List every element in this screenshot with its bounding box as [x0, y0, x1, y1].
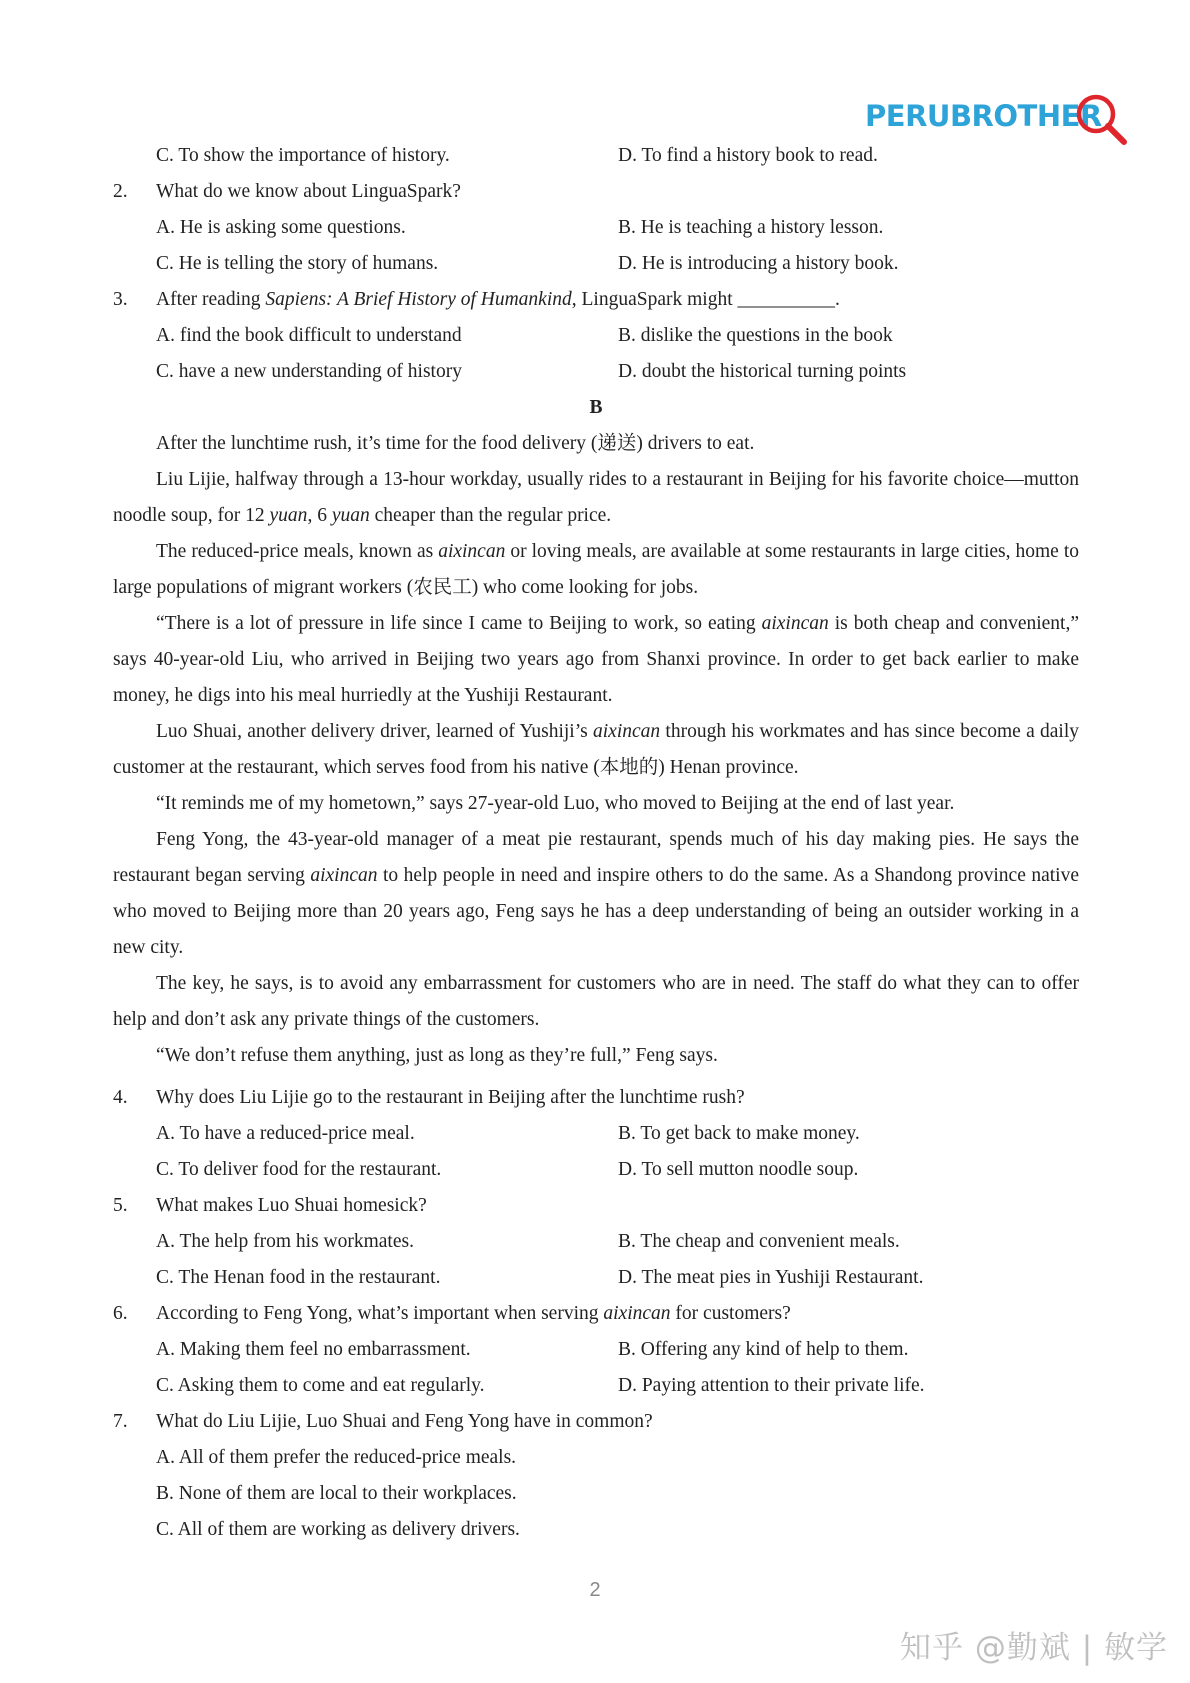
q7-option-a: A. All of them prefer the reduced-price meals. — [156, 1447, 517, 1468]
q5-options-row-ab — [113, 1224, 1079, 1260]
q3-option-b: B. dislike the questions in the book — [618, 325, 893, 346]
q6-option-d: D. Paying attention to their private life. — [618, 1375, 925, 1396]
q4-text: Why does Liu Lijie go to the restaurant in Beijing after the lunchtime rush? — [156, 1087, 745, 1108]
section-heading: B — [589, 397, 603, 418]
q1-option-c: C. To show the importance of history. — [156, 145, 450, 166]
passage-paragraph-6: “It reminds me of my hometown,” says 27-year-old Luo, who moved to Beijing at the end of last year. — [156, 793, 955, 814]
q4-option-a: A. To have a reduced-price meal. — [156, 1123, 415, 1144]
q7-stem — [113, 1404, 1079, 1440]
q3-number: 3. — [113, 289, 128, 310]
q5-options-row-cd — [113, 1260, 1079, 1296]
q2-option-c: C. He is telling the story of humans. — [156, 253, 439, 274]
passage-paragraph-7: Feng Yong, the 43-year-old manager of a meat pie restaurant, spends much of his day making pies. He says the restaurant began serving aixincan to help people in need and inspire others to do the same. As a Shandong province native who moved to Beijing more than 20 years ago, Feng says he has a deep understanding of being an outsider working in a new city. — [113, 829, 1079, 958]
passage-paragraph-1: After the lunchtime rush, it’s time for the food delivery (递送) drivers to eat. — [156, 433, 755, 454]
q4-options-row-cd — [113, 1152, 1079, 1188]
q2-options-row-ab — [113, 210, 1079, 246]
q3-options-row-ab — [113, 318, 1079, 354]
q5-option-b: B. The cheap and convenient meals. — [618, 1231, 900, 1252]
q6-number: 6. — [113, 1303, 128, 1324]
q4-option-b: B. To get back to make money. — [618, 1123, 860, 1144]
magnifier-icon — [1074, 92, 1122, 140]
q7-option-b: B. None of them are local to their workplaces. — [156, 1483, 517, 1504]
q2-option-b: B. He is teaching a history lesson. — [618, 217, 884, 238]
q5-stem — [113, 1188, 1079, 1224]
q5-option-c: C. The Henan food in the restaurant. — [156, 1267, 441, 1288]
q3-options-row-cd — [113, 354, 1079, 390]
q6-option-a: A. Making them feel no embarrassment. — [156, 1339, 471, 1360]
brand-logo — [865, 92, 1122, 140]
q4-option-d: D. To sell mutton noodle soup. — [618, 1159, 859, 1180]
q6-option-c: C. Asking them to come and eat regularly. — [156, 1375, 485, 1396]
book-title: Sapiens: A Brief History of Humankind — [265, 289, 572, 310]
q2-number: 2. — [113, 181, 128, 202]
q2-stem — [113, 174, 1079, 210]
q5-text: What makes Luo Shuai homesick? — [156, 1195, 427, 1216]
brand-logo-text: PERUBROTHER — [865, 99, 1102, 133]
q4-number: 4. — [113, 1087, 128, 1108]
passage-paragraph-5: Luo Shuai, another delivery driver, learned of Yushiji’s aixincan through his workmates and has since become a daily customer at the restaurant, which serves food from his native (本地的) Henan province. — [113, 721, 1079, 778]
q5-option-d: D. The meat pies in Yushiji Restaurant. — [618, 1267, 924, 1288]
q7-option-c: C. All of them are working as delivery drivers. — [156, 1519, 520, 1540]
q2-option-d: D. He is introducing a history book. — [618, 253, 899, 274]
passage-paragraph-3: The reduced-price meals, known as aixincan or loving meals, are available at some restaurants in large cities, home to large populations of migrant workers (农民工) who come looking for jobs. — [113, 541, 1079, 598]
q2-text: What do we know about LinguaSpark? — [156, 181, 461, 202]
q2-option-a: A. He is asking some questions. — [156, 217, 406, 238]
q5-option-a: A. The help from his workmates. — [156, 1231, 414, 1252]
q4-option-c: C. To deliver food for the restaurant. — [156, 1159, 442, 1180]
q4-options-row-ab — [113, 1116, 1079, 1152]
q7-text: What do Liu Lijie, Luo Shuai and Feng Yong have in common? — [156, 1411, 653, 1432]
q3-text: After reading Sapiens: A Brief History of Humankind, LinguaSpark might __________. — [156, 289, 840, 310]
q6-text: According to Feng Yong, what’s important when serving aixincan for customers? — [156, 1303, 791, 1324]
q3-option-c: C. have a new understanding of history — [156, 361, 462, 382]
page-number: 2 — [589, 1579, 601, 1601]
q7-number: 7. — [113, 1411, 128, 1432]
passage-paragraph-4: “There is a lot of pressure in life since I came to Beijing to work, so eating aixincan is both cheap and convenient,” says 40-year-old Liu, who arrived in Beijing two years ago from Shanxi province. In order to get back earlier to make money, he digs into his meal hurriedly at the Yushiji Restaurant. — [113, 613, 1079, 706]
q3-option-d: D. doubt the historical turning points — [618, 361, 907, 382]
passage-paragraph-8: The key, he says, is to avoid any embarrassment for customers who are in need. The staff do what they can to offer help and don’t ask any private things of the customers. — [113, 973, 1079, 1030]
q3-stem — [113, 282, 1079, 318]
q6-option-b: B. Offering any kind of help to them. — [618, 1339, 909, 1360]
passage-paragraph-2: Liu Lijie, halfway through a 13-hour workday, usually rides to a restaurant in Beijing for his favorite choice—mutton noodle soup, for 12 yuan, 6 yuan cheaper than the regular price. — [113, 469, 1079, 526]
passage-paragraph-9: “We don’t refuse them anything, just as long as they’re full,” Feng says. — [156, 1045, 718, 1066]
q3-option-a: A. find the book difficult to understand — [156, 325, 462, 346]
q1-options-row-cd — [113, 138, 1079, 174]
q6-stem — [113, 1296, 1079, 1332]
q6-options-row-cd — [113, 1368, 1079, 1404]
q5-number: 5. — [113, 1195, 128, 1216]
q4-stem — [113, 1080, 1079, 1116]
q6-options-row-ab — [113, 1332, 1079, 1368]
watermark: 知乎 @勤斌 | 敏学 — [899, 1630, 1168, 1666]
q1-option-d: D. To find a history book to read. — [618, 145, 878, 166]
exam-page — [113, 138, 1079, 1548]
q2-options-row-cd — [113, 246, 1079, 282]
